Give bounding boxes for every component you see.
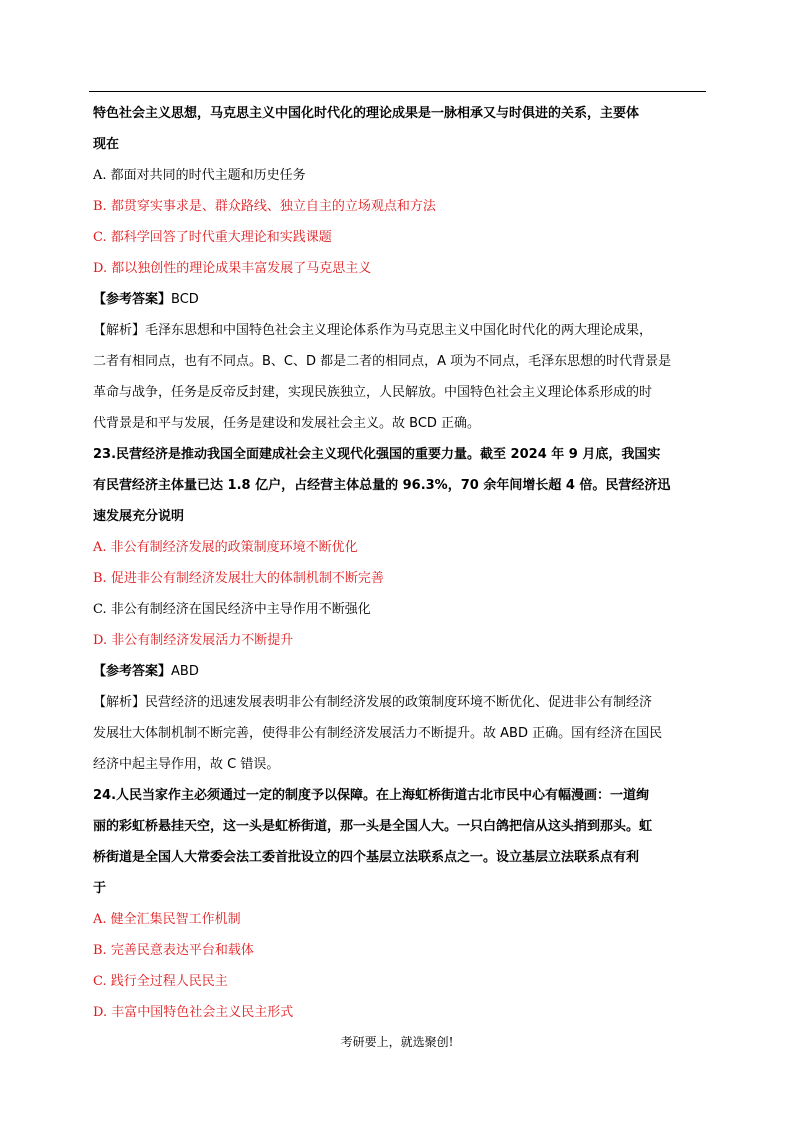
- answer-value: ABD: [171, 664, 199, 679]
- page-footer: 考研要上，就选聚创!: [340, 1035, 454, 1049]
- option-b: B. 都贯穿实事求是、群众路线、独立自主的立场观点和方法: [93, 199, 436, 214]
- question-stem-line: 桥街道是全国人大常委会法工委首批设立的四个基层立法联系点之一。设立基层立法联系点有利: [93, 850, 640, 865]
- answer-line: [93, 656, 701, 687]
- page-content: [93, 98, 701, 1028]
- explanation-line: 二者有相同点，也有不同点。B、C、D 都是二者的相同点，A 项为不同点，毛泽东思想的时代背景是: [93, 354, 672, 369]
- question-24: [93, 780, 701, 1028]
- header-rule: [89, 91, 706, 92]
- explanation-line: 【解析】毛泽东思想和中国特色社会主义理论体系作为马克思主义中国化时代化的两大理论成果，: [93, 323, 653, 338]
- question-stem-line: 现在: [93, 137, 120, 152]
- answer-label: 【参考答案】: [93, 664, 172, 679]
- question-stem-line: 有民营经济主体量已达 1.8 亿户，占经营主体总量的 96.3%，70 余年间增长超 4 倍。民营经济迅: [93, 478, 671, 493]
- explanation-line: 【解析】民营经济的迅速发展表明非公有制经济发展的政策制度环境不断优化、促进非公有制经济: [93, 695, 653, 710]
- answer-label: 【参考答案】: [93, 292, 172, 307]
- question-stem-line: 特色社会主义思想，马克思主义中国化时代化的理论成果是一脉相承又与时俱进的关系，主要体: [93, 106, 640, 121]
- option-c: C. 都科学回答了时代重大理论和实践课题: [93, 230, 332, 245]
- option-a: A. 都面对共同的时代主题和历史任务: [93, 168, 306, 183]
- question-stem-line: 24.人民当家作主必须通过一定的制度予以保障。在上海虹桥街道古北市民中心有幅漫画：一道绚: [93, 788, 650, 803]
- question-stem-line: 23.民营经济是推动我国全面建成社会主义现代化强国的重要力量。截至 2024 年 9 月底，我国实: [93, 447, 661, 462]
- option-d: D. 都以独创性的理论成果丰富发展了马克思主义: [93, 261, 372, 276]
- option-b: B. 完善民意表达平台和载体: [93, 943, 254, 958]
- explanation-line: 经济中起主导作用，故 C 错误。: [93, 757, 280, 772]
- explanation-line: 发展壮大体制机制不断完善，使得非公有制经济发展活力不断提升。故 ABD 正确。国有经济在国民: [93, 726, 663, 741]
- option-a: A. 健全汇集民智工作机制: [93, 912, 241, 927]
- answer-value: BCD: [171, 292, 199, 307]
- option-a: A. 非公有制经济发展的政策制度环境不断优化: [93, 540, 358, 555]
- question-stem-line: 丽的彩虹桥悬挂天空，这一头是虹桥街道，那一头是全国人大。一只白鸽把信从这头捎到那头。虹: [93, 819, 653, 834]
- option-c: C. 非公有制经济在国民经济中主导作用不断强化: [93, 602, 371, 617]
- option-d: D. 丰富中国特色社会主义民主形式: [93, 1005, 294, 1020]
- option-d: D. 非公有制经济发展活力不断提升: [93, 633, 294, 648]
- question-23: [93, 439, 701, 780]
- option-b: B. 促进非公有制经济发展壮大的体制机制不断完善: [93, 571, 384, 586]
- explanation-line: 代背景是和平与发展，任务是建设和发展社会主义。故 BCD 正确。: [93, 416, 481, 431]
- explanation-line: 革命与战争，任务是反帝反封建，实现民族独立，人民解放。中国特色社会主义理论体系形成的时: [93, 385, 653, 400]
- question-22: [93, 98, 701, 439]
- answer-line: [93, 284, 701, 315]
- question-stem-line: 于: [93, 881, 107, 896]
- option-c: C. 践行全过程人民民主: [93, 974, 228, 989]
- question-stem-line: 速发展充分说明: [93, 509, 185, 524]
